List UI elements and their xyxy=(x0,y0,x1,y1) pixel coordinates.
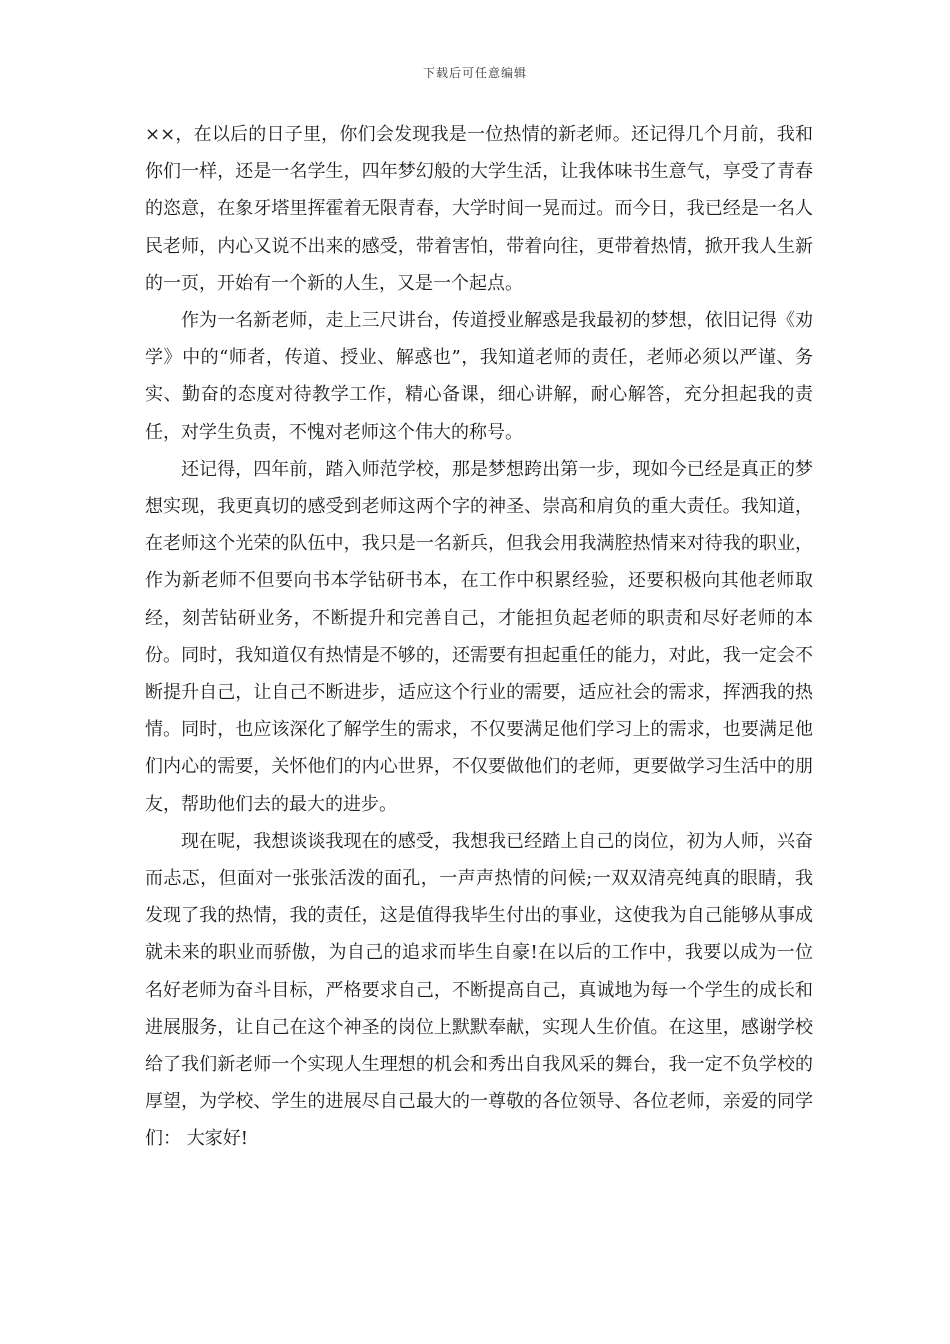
paragraph: 现在呢，我想谈谈我现在的感受，我想我已经踏上自己的岗位，初为人师，兴奋而忐忑，但面对一张张活泼的面孔，一声声热情的问候;一双双清亮纯真的眼睛，我发现了我的热情，我的责任，这是值得我毕生付出的事业，这使我为自己能够从事成就未来的职业而骄傲，为自己的追求而毕生自豪!在以后的工作中，我要以成为一位名好老师为奋斗目标，严格要求自己，不断提高自己，真诚地为每一个学生的成长和进展服务，让自己在这个神圣的岗位上默默奉献，实现人生价值。在这里，感谢学校给了我们新老师一个实现人生理想的机会和秀出自我风采的舞台，我一定不负学校的厚望，为学校、学生的进展尽自己最大的一尊敬的各位领导、各位老师，亲爱的同学们： 大家好! xyxy=(145,830,813,1150)
page-header: 下载后可任意编辑 xyxy=(422,66,527,80)
paragraph: 还记得，四年前，踏入师范学校，那是梦想跨出第一步，现如今已经是真正的梦想实现，我更真切的感受到老师这两个字的神圣、崇高和肩负的重大责任。我知道，在老师这个光荣的队伍中，我只是一名新兵，但我会用我满腔热情来对待我的职业，作为新老师不但要向书本学钻研书本，在工作中积累经验，还要积极向其他老师取经，刻苦钻研业务，不断提升和完善自己，才能担负起老师的职责和尽好老师的本份。同时，我知道仅有热情是不够的，还需要有担起重任的能力，对此，我一定会不断提升自己，让自己不断进步，适应这个行业的需要，适应社会的需求，挥洒我的热情。同时，也应该深化了解学生的需求，不仅要满足他们学习上的需求，也要满足他们内心的需要，关怀他们的内心世界，不仅要做他们的老师，更要做学习生活中的朋友，帮助他们去的最大的进步。 xyxy=(145,458,813,815)
document-body xyxy=(145,116,813,1158)
paragraph: ××，在以后的日子里，你们会发现我是一位热情的新老师。还记得几个月前，我和你们一样，还是一名学生，四年梦幻般的大学生活，让我体味书生意气，享受了青春的恣意，在象牙塔里挥霍着无限青春，大学时间一晃而过。而今日，我已经是一名人民老师，内心又说不出来的感受，带着害怕，带着向往，更带着热情，掀开我人生新的一页，开始有一个新的人生，又是一个起点。 xyxy=(145,124,813,294)
paragraph: 作为一名新老师，走上三尺讲台，传道授业解惑是我最初的梦想，依旧记得《劝学》中的“师者，传道、授业、解惑也”，我知道老师的责任，老师必须以严谨、务实、勤奋的态度对待教学工作，精心备课，细心讲解，耐心解答，充分担起我的责任，对学生负责，不愧对老师这个伟大的称号。 xyxy=(145,310,813,443)
